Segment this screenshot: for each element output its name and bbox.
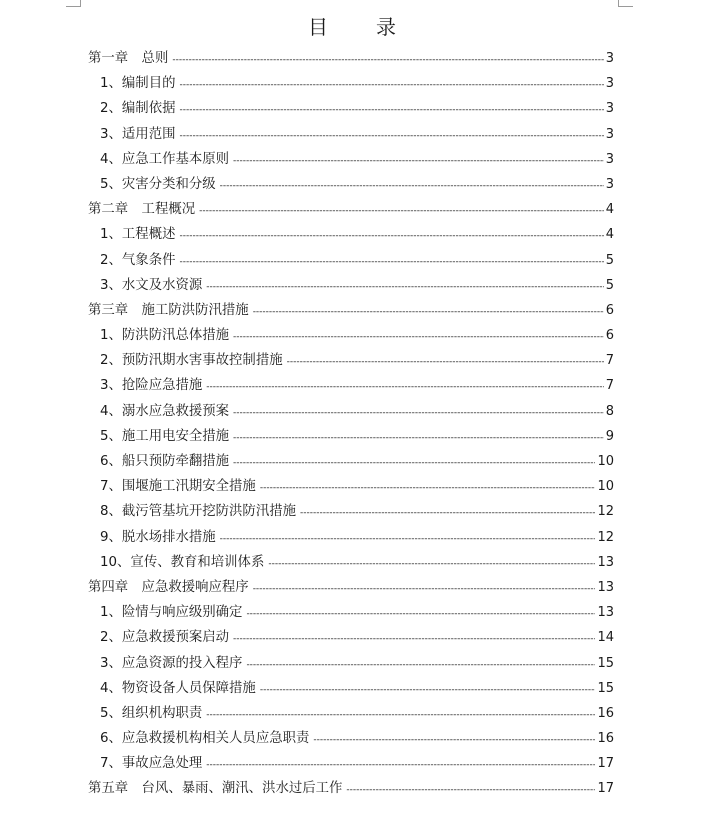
toc-page-number: 15: [597, 655, 614, 671]
table-of-contents: [88, 46, 614, 802]
toc-section-entry[interactable]: [88, 147, 614, 172]
toc-dot-leader: [346, 778, 595, 803]
toc-section-entry[interactable]: [88, 273, 614, 298]
toc-page-number: 7: [605, 378, 614, 394]
toc-page-number: 16: [597, 705, 614, 721]
toc-section-entry[interactable]: [88, 96, 614, 121]
toc-chapter-entry[interactable]: [88, 776, 614, 801]
toc-dot-leader: [260, 476, 596, 501]
toc-chapter-entry[interactable]: [88, 298, 614, 323]
toc-page-number: 14: [597, 630, 614, 646]
toc-entry-label: 5、灾害分类和分级: [100, 176, 216, 192]
toc-page-number: 13: [597, 605, 614, 621]
toc-entry-label: 3、应急资源的投入程序: [100, 655, 243, 671]
toc-dot-leader: [268, 552, 595, 577]
toc-dot-leader: [300, 501, 595, 526]
toc-entry-label: 2、编制依据: [100, 101, 176, 117]
toc-dot-leader: [233, 401, 604, 426]
toc-section-entry[interactable]: [88, 323, 614, 348]
toc-page-number: 17: [597, 756, 614, 772]
toc-page-number: 8: [605, 403, 614, 419]
toc-entry-label: 1、险情与响应级别确定: [100, 605, 243, 621]
toc-page-number: 5: [605, 277, 614, 293]
toc-dot-leader: [179, 73, 603, 98]
toc-title: 目 录: [308, 15, 410, 39]
toc-entry-label: 2、气象条件: [100, 252, 176, 268]
toc-dot-leader: [206, 375, 603, 400]
toc-entry-label: 6、船只预防牵翻措施: [100, 454, 230, 469]
toc-entry-label: 4、物资设备人员保障措施: [100, 680, 256, 696]
toc-page-number: 10: [597, 479, 614, 495]
toc-dot-leader: [287, 350, 604, 375]
toc-page-number: 4: [605, 202, 614, 218]
toc-page-number: 12: [597, 529, 614, 545]
toc-section-entry[interactable]: [88, 550, 614, 575]
toc-entry-label: 4、溺水应急救援预案: [100, 403, 230, 419]
toc-section-entry[interactable]: [88, 71, 614, 96]
toc-entry-label: 7、事故应急处理: [100, 756, 203, 772]
toc-entry-label: 1、编制目的: [100, 76, 176, 92]
toc-dot-leader: [220, 527, 596, 552]
toc-entry-label: 7、围堰施工汛期安全措施: [100, 479, 256, 495]
toc-dot-leader: [220, 174, 604, 199]
toc-entry-label: 第一章 总则: [88, 51, 169, 66]
page-corner-mark-right: [618, 0, 633, 7]
toc-dot-leader: [233, 426, 604, 451]
toc-section-entry[interactable]: [88, 373, 614, 398]
toc-page-number: 9: [605, 428, 614, 444]
toc-section-entry[interactable]: [88, 726, 614, 751]
toc-dot-leader: [179, 98, 603, 123]
toc-section-entry[interactable]: [88, 701, 614, 726]
toc-dot-leader: [253, 577, 596, 602]
toc-section-entry[interactable]: [88, 499, 614, 524]
toc-dot-leader: [199, 199, 604, 224]
toc-page-number: 7: [605, 353, 614, 369]
toc-section-entry[interactable]: [88, 424, 614, 449]
toc-entry-label: 4、应急工作基本原则: [100, 151, 230, 167]
toc-section-entry[interactable]: [88, 751, 614, 776]
toc-dot-leader: [233, 627, 595, 652]
toc-chapter-entry[interactable]: [88, 575, 614, 600]
toc-section-entry[interactable]: [88, 600, 614, 625]
toc-page-number: 6: [605, 328, 614, 344]
toc-entry-label: 第二章 工程概况: [88, 202, 196, 218]
toc-section-entry[interactable]: [88, 449, 614, 474]
toc-section-entry[interactable]: [88, 248, 614, 273]
toc-dot-leader: [179, 124, 603, 149]
toc-section-entry[interactable]: [88, 474, 614, 499]
toc-page-number: 16: [597, 731, 614, 747]
toc-dot-leader: [206, 753, 595, 778]
toc-dot-leader: [253, 300, 604, 325]
page-corner-mark-left: [66, 0, 81, 7]
toc-page-number: 3: [605, 76, 614, 92]
toc-entry-label: 第五章 台风、暴雨、潮汛、洪水过后工作: [88, 781, 343, 797]
toc-page-number: 6: [605, 302, 614, 318]
toc-page-number: 13: [597, 579, 614, 595]
toc-page-number: 3: [605, 151, 614, 167]
toc-section-entry[interactable]: [88, 625, 614, 650]
toc-entry-label: 3、水文及水资源: [100, 277, 203, 293]
toc-page-number: 3: [605, 101, 614, 117]
toc-dot-leader: [313, 728, 595, 753]
toc-section-entry[interactable]: [88, 525, 614, 550]
toc-entry-label: 第四章 应急救援响应程序: [88, 579, 249, 595]
toc-page-number: 15: [597, 680, 614, 696]
toc-dot-leader: [172, 48, 603, 73]
toc-chapter-entry[interactable]: [88, 197, 614, 222]
toc-dot-leader: [233, 451, 595, 476]
toc-page-number: 3: [605, 51, 614, 66]
toc-chapter-entry[interactable]: [88, 46, 614, 71]
toc-page-number: 13: [597, 554, 614, 570]
toc-page-number: 4: [605, 227, 614, 243]
toc-entry-label: 3、适用范围: [100, 126, 176, 142]
toc-section-entry[interactable]: [88, 676, 614, 701]
toc-entry-label: 第三章 施工防洪防汛措施: [88, 302, 249, 318]
toc-entry-label: 8、截污管基坑开挖防洪防汛措施: [100, 504, 296, 520]
toc-dot-leader: [246, 602, 595, 627]
toc-entry-label: 9、脱水场排水措施: [100, 529, 216, 545]
toc-entry-label: 5、施工用电安全措施: [100, 428, 230, 444]
toc-entry-label: 6、应急救援机构相关人员应急职责: [100, 731, 310, 747]
toc-entry-label: 1、工程概述: [100, 227, 176, 243]
toc-dot-leader: [179, 224, 603, 249]
toc-page-number: 3: [605, 126, 614, 142]
toc-entry-label: 2、预防汛期水害事故控制措施: [100, 353, 283, 369]
toc-page-number: 12: [597, 504, 614, 520]
toc-dot-leader: [233, 325, 604, 350]
toc-dot-leader: [206, 703, 595, 728]
toc-page-number: 17: [597, 781, 614, 797]
toc-section-entry[interactable]: [88, 222, 614, 247]
toc-section-entry[interactable]: [88, 172, 614, 197]
toc-section-entry[interactable]: [88, 122, 614, 147]
toc-entry-label: 2、应急救援预案启动: [100, 630, 230, 646]
toc-dot-leader: [179, 250, 603, 275]
toc-entry-label: 1、防洪防汛总体措施: [100, 328, 230, 344]
toc-section-entry[interactable]: [88, 399, 614, 424]
toc-entry-label: 3、抢险应急措施: [100, 378, 203, 394]
toc-entry-label: 5、组织机构职责: [100, 705, 203, 721]
toc-section-entry[interactable]: [88, 651, 614, 676]
toc-page-number: 10: [597, 454, 614, 469]
toc-page-number: 3: [605, 176, 614, 192]
toc-page-number: 5: [605, 252, 614, 268]
toc-section-entry[interactable]: [88, 348, 614, 373]
toc-entry-label: 10、宣传、教育和培训体系: [100, 554, 265, 570]
toc-dot-leader: [260, 678, 596, 703]
toc-dot-leader: [246, 653, 595, 678]
toc-dot-leader: [233, 149, 604, 174]
toc-dot-leader: [206, 275, 603, 300]
